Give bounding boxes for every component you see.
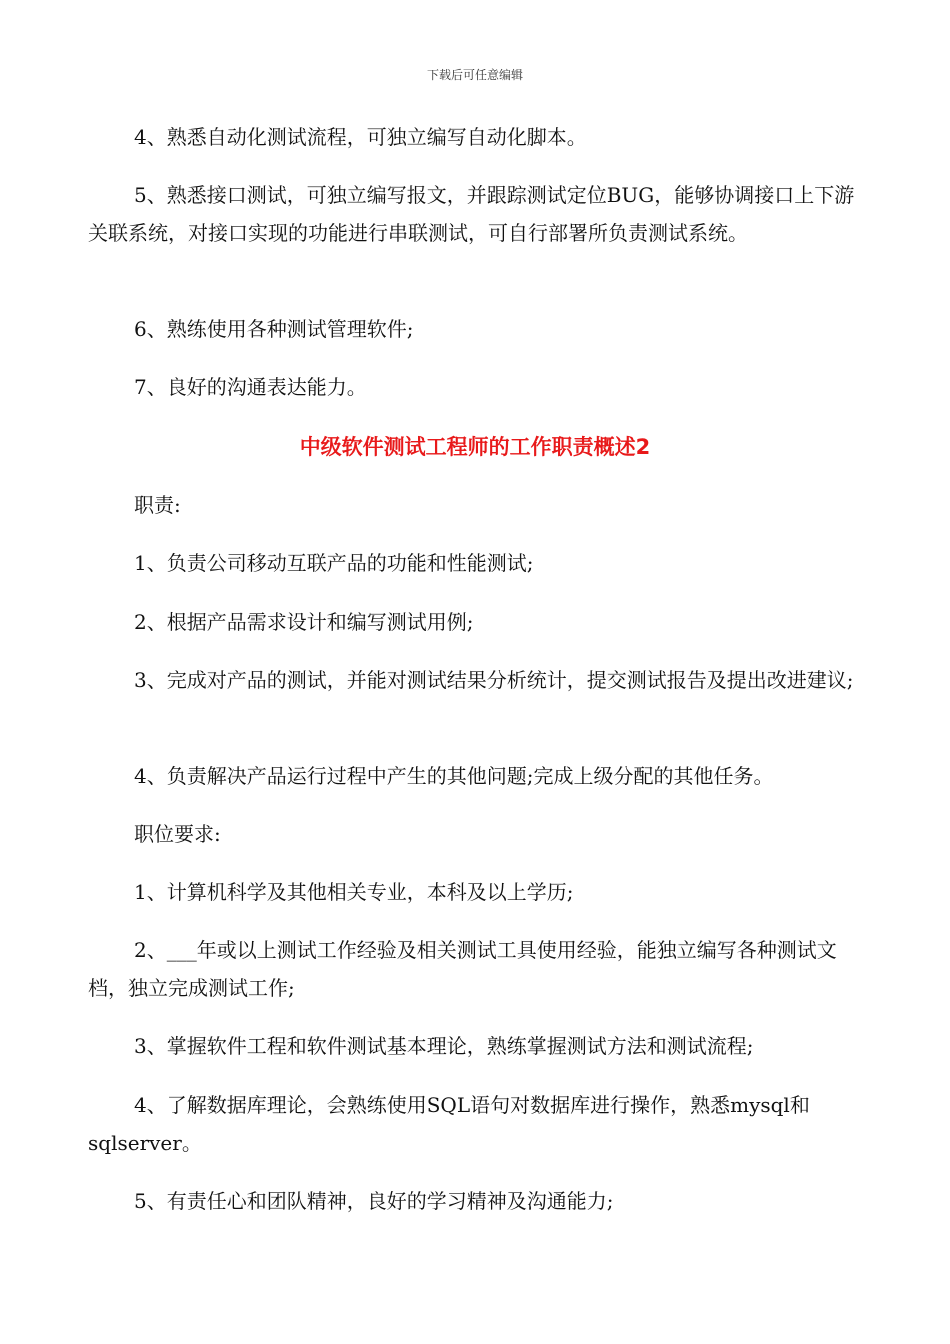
requirements-heading: 职位要求: bbox=[134, 822, 221, 846]
requirement-4: 4、了解数据库理论，会熟练使用SQL语句对数据库进行操作，熟悉mysql和sqlserver。 bbox=[88, 1093, 810, 1155]
duties-heading: 职责: bbox=[134, 493, 181, 517]
requirement-2: 2、___年或以上测试工作经验及相关测试工具使用经验，能独立编写各种测试文档，独立完成测试工作; bbox=[88, 938, 837, 1000]
paragraph-req-5: 5、熟悉接口测试，可独立编写报文，并跟踪测试定位BUG，能够协调接口上下游关联系统，对接口实现的功能进行串联测试，可自行部署所负责测试系统。 bbox=[88, 183, 855, 245]
duty-1: 1、负责公司移动互联产品的功能和性能测试; bbox=[134, 551, 534, 575]
duty-4: 4、负责解决产品运行过程中产生的其他问题;完成上级分配的其他任务。 bbox=[134, 764, 774, 788]
requirement-3: 3、掌握软件工程和软件测试基本理论，熟练掌握测试方法和测试流程; bbox=[134, 1034, 754, 1058]
page-header: 下载后可任意编辑 bbox=[426, 68, 523, 82]
section-title: 中级软件测试工程师的工作职责概述2 bbox=[299, 435, 651, 459]
requirement-1: 1、计算机科学及其他相关专业，本科及以上学历; bbox=[134, 880, 574, 904]
paragraph-req-6: 6、熟练使用各种测试管理软件; bbox=[134, 317, 414, 341]
paragraph-req-4: 4、熟悉自动化测试流程，可独立编写自动化脚本。 bbox=[134, 125, 587, 149]
duty-2: 2、根据产品需求设计和编写测试用例; bbox=[134, 610, 474, 634]
duty-3: 3、完成对产品的测试，并能对测试结果分析统计，提交测试报告及提出改进建议; bbox=[134, 668, 854, 692]
paragraph-req-7: 7、良好的沟通表达能力。 bbox=[134, 375, 367, 399]
requirement-5: 5、有责任心和团队精神，良好的学习精神及沟通能力; bbox=[134, 1189, 614, 1213]
